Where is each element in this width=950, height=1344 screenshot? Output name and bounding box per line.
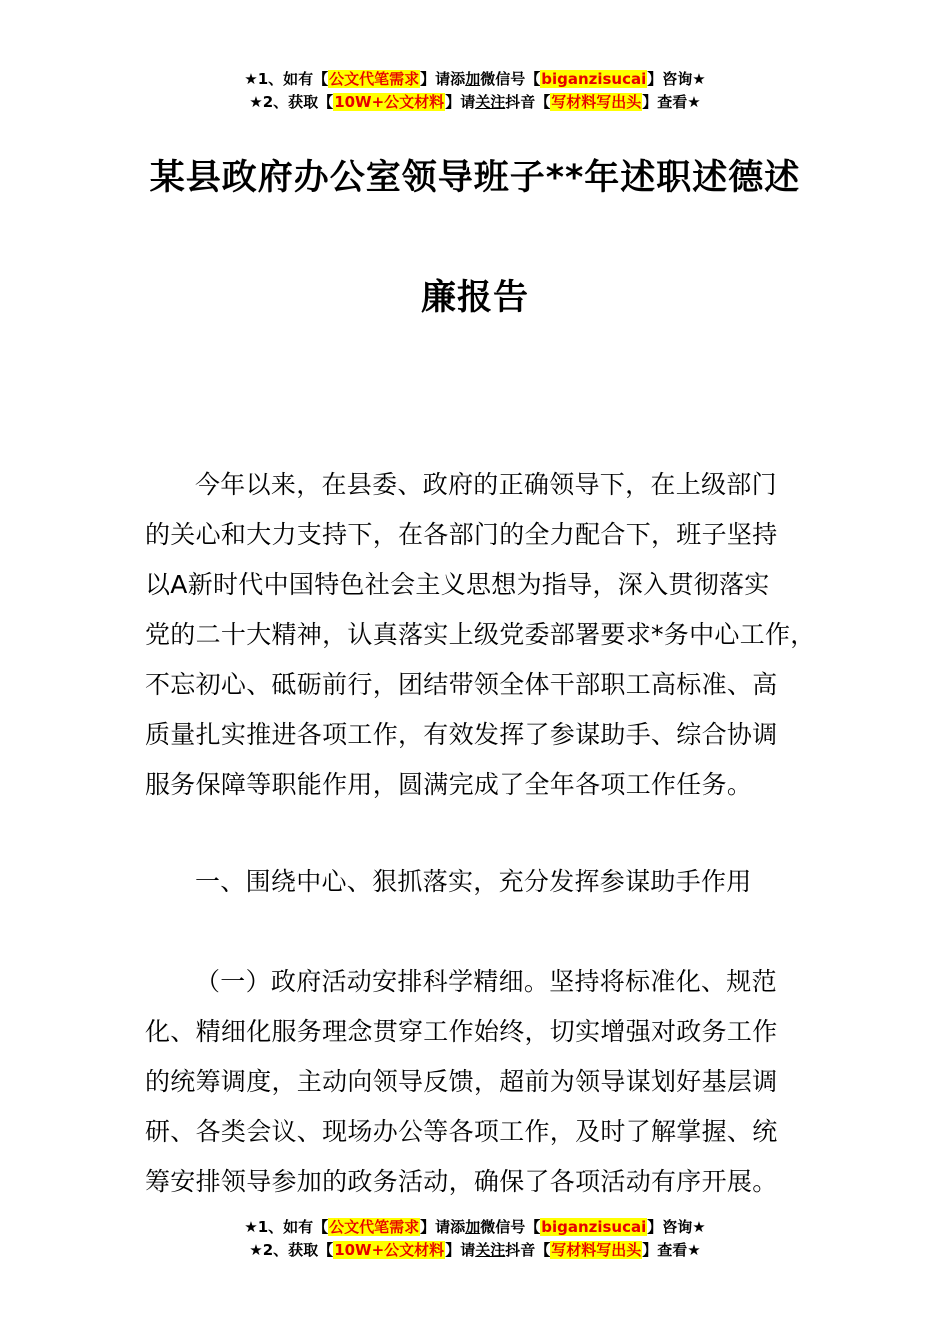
banner-highlight: biganzisucai (541, 70, 647, 88)
banner-highlight: 写材料写出头 (551, 93, 642, 111)
paragraph-line: 研、各类会议、现场办公等各项工作，及时了解掌握、统 (145, 1117, 778, 1146)
banner-line-1 (0, 1216, 950, 1239)
banner-text: ★1、如有【 (244, 70, 329, 88)
banner-text: ★2、获取【 (249, 1241, 334, 1259)
banner-highlight: 公文代笔需求 (329, 1218, 420, 1236)
banner-text: 微信号【 (480, 70, 541, 88)
banner-text: 】查看★ (642, 93, 701, 111)
banner-text: 】请 (445, 1241, 476, 1259)
banner-highlight: 写材料写出头 (551, 1241, 642, 1259)
paragraph-line: 不忘初心、砥砺前行，团结带领全体干部职工高标准、高 (145, 670, 778, 699)
banner-highlight: biganzisucai (541, 1218, 647, 1236)
banner-line-1 (0, 68, 950, 91)
intro-paragraph (145, 460, 835, 810)
banner-text: 】咨询★ (647, 70, 706, 88)
banner-text: 抖音【 (505, 1241, 551, 1259)
banner-highlight: 公文代笔需求 (329, 70, 420, 88)
section-heading (145, 857, 835, 907)
paragraph-line: （一）政府活动安排科学精细。坚持将标准化、规范 (195, 967, 777, 996)
banner-text: ★1、如有【 (244, 1218, 329, 1236)
banner-line-2 (0, 1239, 950, 1262)
banner-text: 】请添 (420, 1218, 466, 1236)
banner-text: 】查看★ (642, 1241, 701, 1259)
banner-highlight: 10W+公文材料 (334, 1241, 445, 1259)
paragraph-line: 的统筹调度，主动向领导反馈，超前为领导谋划好基层调 (145, 1067, 778, 1096)
banner-line-2 (0, 91, 950, 114)
header-banner (0, 68, 950, 114)
subsection-paragraph (145, 957, 835, 1207)
banner-text: 关注 (475, 1241, 506, 1259)
banner-text: 加 (465, 1218, 481, 1236)
banner-text: ★2、获取【 (249, 93, 334, 111)
banner-highlight: 10W+公文材料 (334, 93, 445, 111)
paragraph-line: 质量扎实推进各项工作，有效发挥了参谋助手、综合协调 (145, 720, 778, 749)
document-title-line-2: 廉报告 (420, 278, 529, 318)
paragraph-line: 筹安排领导参加的政务活动，确保了各项活动有序开展。 (145, 1167, 778, 1196)
paragraph-line: 今年以来，在县委、政府的正确领导下，在上级部门 (195, 470, 777, 499)
footer-banner (0, 1216, 950, 1262)
banner-text: 抖音【 (505, 93, 551, 111)
banner-text: 】请 (445, 93, 476, 111)
section-heading-text: 一、围绕中心、狠抓落实，充分发挥参谋助手作用 (195, 867, 752, 896)
document-title-line-1: 某县政府办公室领导班子**年述职述德述 (149, 158, 801, 198)
banner-text: 加 (465, 70, 481, 88)
paragraph-line: 党的二十大精神，认真落实上级党委部署要求*务中心工作， (145, 620, 816, 649)
paragraph-line: 以A新时代中国特色社会主义思想为指导，深入贯彻落实 (145, 570, 770, 599)
banner-text: 】请添 (420, 70, 466, 88)
banner-text: 关注 (475, 93, 506, 111)
paragraph-line: 化、精细化服务理念贯穿工作始终，切实增强对政务工作 (145, 1017, 778, 1046)
banner-text: 微信号【 (480, 1218, 541, 1236)
paragraph-line: 服务保障等职能作用，圆满完成了全年各项工作任务。 (145, 770, 753, 799)
paragraph-line: 的关心和大力支持下，在各部门的全力配合下，班子坚持 (145, 520, 778, 549)
banner-text: 】咨询★ (647, 1218, 706, 1236)
